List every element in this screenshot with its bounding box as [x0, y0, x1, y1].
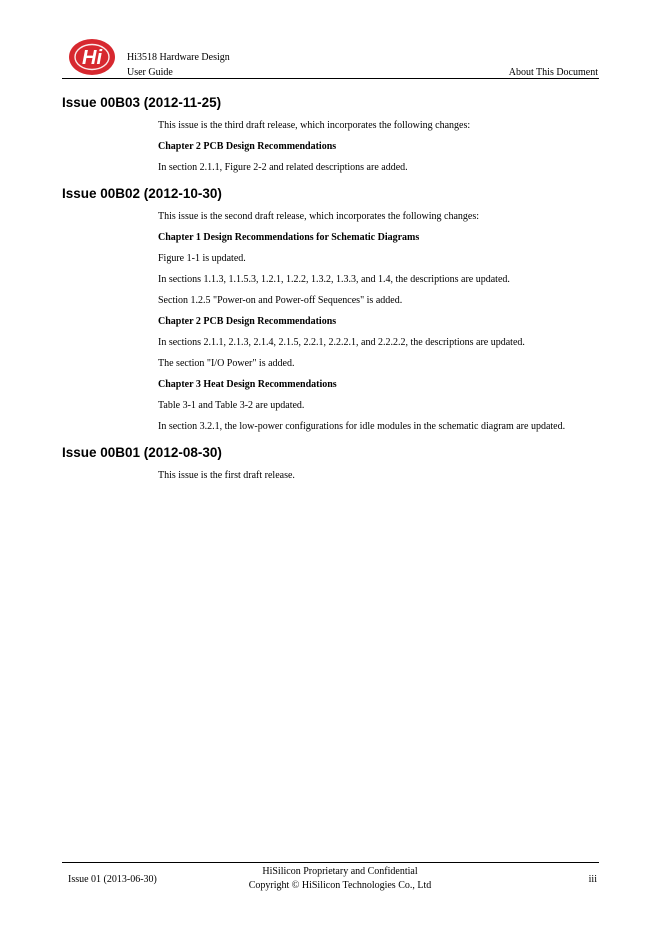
- issue-heading: Issue 00B02 (2012-10-30): [62, 186, 222, 201]
- issue-section: [62, 440, 599, 487]
- issue-changes: [158, 466, 599, 487]
- change-paragraph: In sections 2.1.1, 2.1.3, 2.1.4, 2.1.5, 2.2.1, 2.2.2.1, and 2.2.2.2, the descriptions are updated.: [158, 337, 525, 348]
- change-paragraph: The section "I/O Power" is added.: [158, 358, 295, 369]
- chapter-heading: Chapter 3 Heat Design Recommendations: [158, 379, 337, 390]
- change-paragraph: Table 3-1 and Table 3-2 are updated.: [158, 400, 305, 411]
- change-paragraph: In section 3.2.1, the low-power configurations for idle modules in the schematic diagram are updated.: [158, 421, 566, 432]
- chapter-heading: Chapter 1 Design Recommendations for Schematic Diagrams: [158, 232, 420, 243]
- change-paragraph: Section 1.2.5 "Power-on and Power-off Sequences" is added.: [158, 295, 403, 306]
- product-name: Hi3518 Hardware Design: [127, 52, 230, 63]
- change-paragraph: This issue is the third draft release, which incorporates the following changes:: [158, 120, 471, 131]
- change-paragraph: In sections 1.1.3, 1.1.5.3, 1.2.1, 1.2.2, 1.3.2, 1.3.3, and 1.4, the descriptions are updated.: [158, 274, 510, 285]
- document-type: User Guide: [127, 67, 173, 78]
- change-paragraph: This issue is the first draft release.: [158, 470, 295, 481]
- change-paragraph: In section 2.1.1, Figure 2-2 and related descriptions are added.: [158, 162, 408, 173]
- header-divider: [62, 78, 599, 79]
- chapter-heading: Chapter 2 PCB Design Recommendations: [158, 316, 337, 327]
- change-paragraph: Figure 1-1 is updated.: [158, 253, 246, 264]
- issue-changes: [158, 116, 599, 179]
- revision-history: [62, 90, 599, 489]
- chapter-heading: Chapter 2 PCB Design Recommendations: [158, 141, 337, 152]
- page-header: [62, 32, 599, 80]
- issue-heading: Issue 00B03 (2012-11-25): [62, 95, 222, 110]
- page-number: iii: [588, 874, 597, 885]
- issue-heading: Issue 00B01 (2012-08-30): [62, 445, 222, 460]
- issue-section: [62, 90, 599, 179]
- footer-confidentiality: HiSilicon Proprietary and Confidential: [262, 866, 418, 877]
- issue-section: [62, 181, 599, 438]
- logo-text: Hi: [82, 47, 102, 69]
- hisilicon-logo: [68, 38, 116, 76]
- footer-notice: [200, 865, 480, 893]
- footer-divider: [62, 862, 599, 863]
- issue-changes: [158, 207, 599, 438]
- change-paragraph: This issue is the second draft release, which incorporates the following changes:: [158, 211, 480, 222]
- header-section-title: About This Document: [508, 67, 598, 78]
- footer-copyright: Copyright © HiSilicon Technologies Co., Ltd: [248, 880, 432, 891]
- footer-issue: Issue 01 (2013-06-30): [68, 874, 157, 885]
